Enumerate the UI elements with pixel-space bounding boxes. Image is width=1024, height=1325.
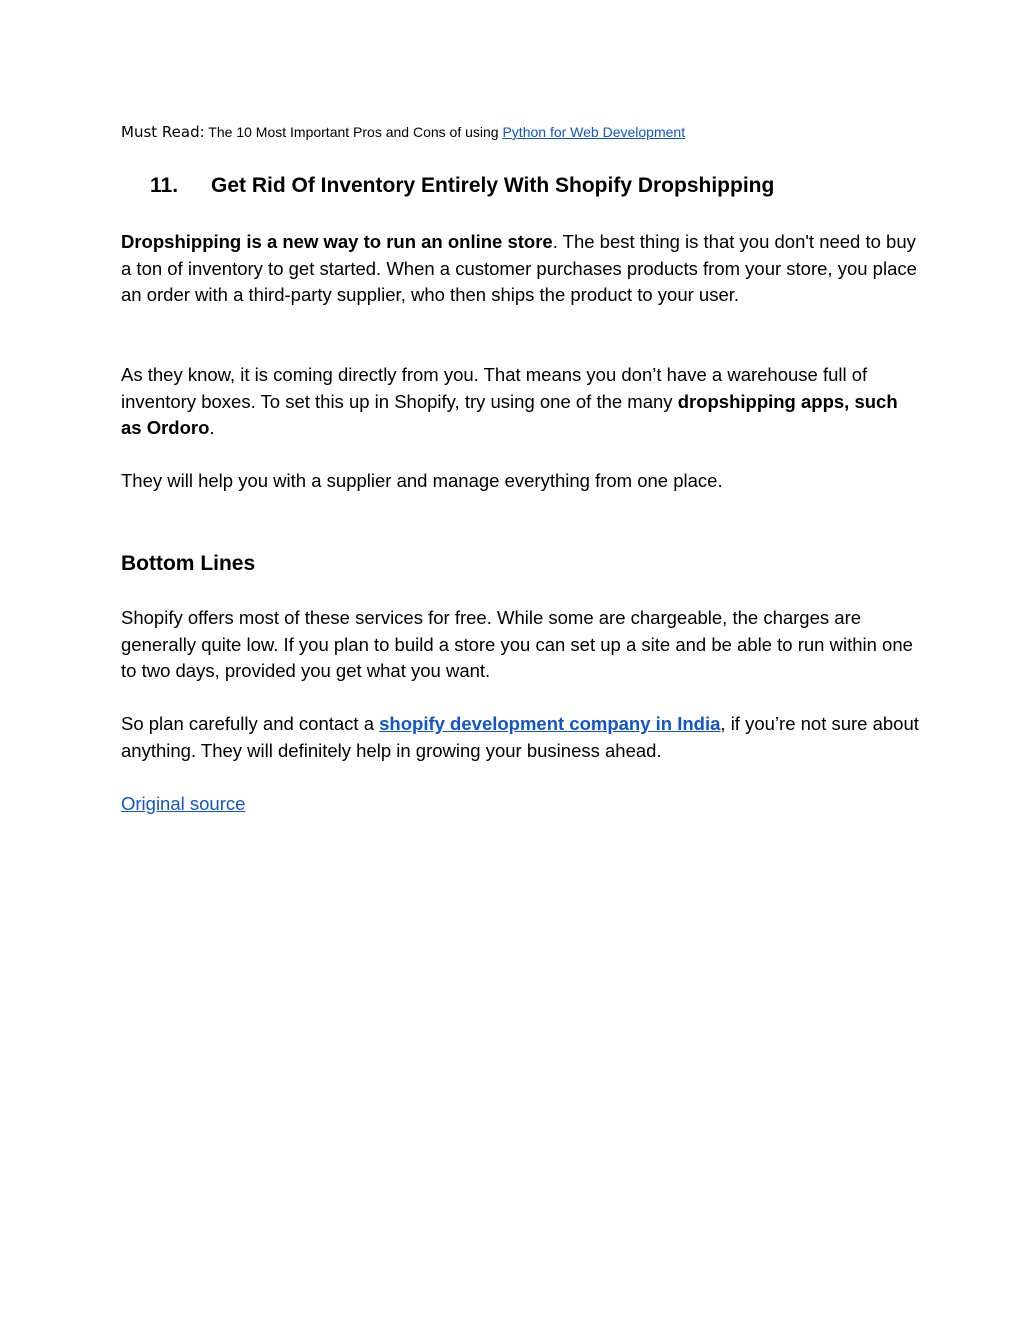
supplier-paragraph: They will help you with a supplier and manage everything from one place. — [121, 470, 723, 491]
section-11-heading — [150, 172, 774, 200]
section-number: 11. — [150, 174, 179, 197]
section-title: Get Rid Of Inventory Entirely With Shopify Dropshipping — [211, 174, 775, 197]
python-web-dev-link[interactable]: Python for Web Development — [502, 124, 686, 140]
warehouse-paragraph — [121, 362, 921, 442]
warehouse-text: As they know, it is coming directly from you. That means you don’t have a warehouse full of inventory boxes. To set this up in Shopify, try using one of the many — [121, 364, 868, 412]
dropshipping-text: . The best thing is that you don't need to buy a ton of inventory to get started. When a customer purchases products from your store, you place an order with a third-party supplier, who then ships the product to your user. — [121, 231, 917, 306]
bottom-lines-paragraph-2 — [121, 711, 921, 764]
bottom-lines-heading: Bottom Lines — [121, 552, 256, 575]
dropshipping-apps-bold: dropshipping apps, such as Ordoro — [121, 390, 898, 439]
must-read-label: Must Read: — [121, 123, 205, 141]
must-read-line — [121, 122, 685, 142]
contact-text-end: , if you’re not sure about anything. They will definitely help in growing your business ahead. — [121, 713, 919, 761]
bottom-lines-paragraph-1: Shopify offers most of these services for free. While some are chargeable, the charges are generally quite low. If you plan to build a store you can set up a site and be able to run within one to two days, provided you get what you want. — [121, 607, 913, 682]
source-line — [121, 791, 921, 818]
original-source-link[interactable]: Original source — [121, 793, 246, 814]
dropshipping-paragraph — [121, 229, 921, 309]
shopify-company-link[interactable]: shopify development company in India — [379, 713, 721, 734]
dropshipping-bold-lead: Dropshipping is a new way to run an online store — [121, 231, 553, 252]
must-read-text: The 10 Most Important Pros and Cons of using — [204, 124, 503, 140]
contact-text-start: So plan carefully and contact a — [121, 713, 380, 734]
warehouse-end: . — [209, 417, 215, 439]
